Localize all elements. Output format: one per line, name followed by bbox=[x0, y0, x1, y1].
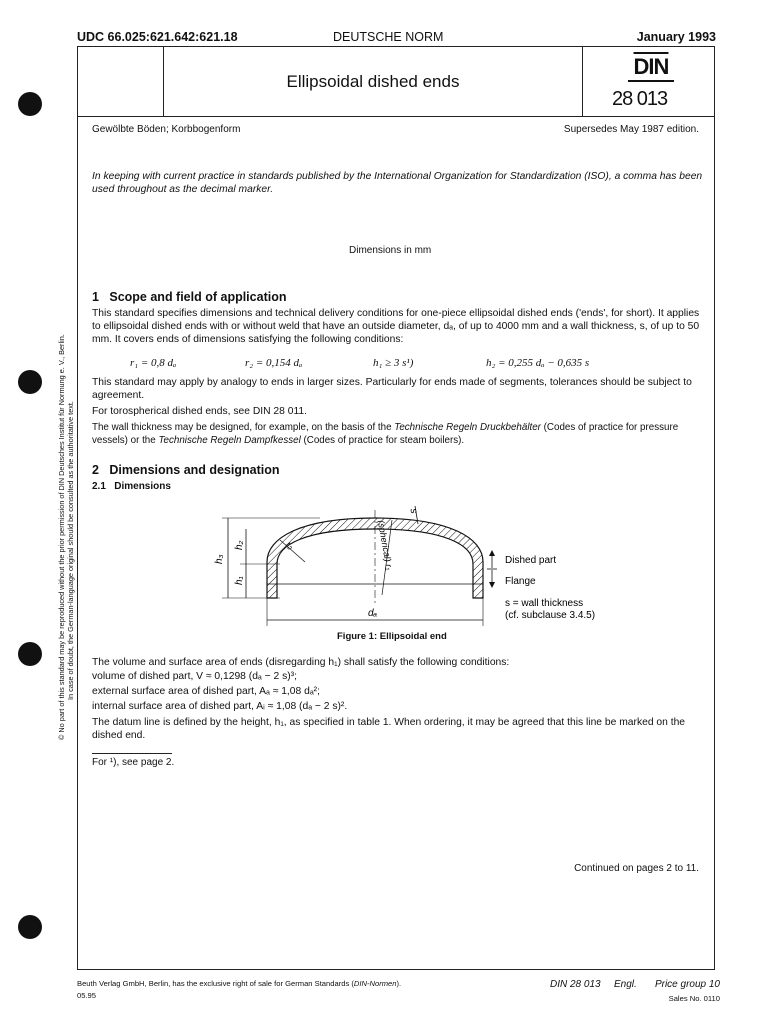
p4-part-b: Technische Regeln Druckbehälter bbox=[394, 422, 541, 433]
footer-sales-number: Sales No. 0110 bbox=[668, 994, 720, 1003]
label-r1: (spherical) r₁ bbox=[375, 519, 395, 571]
section-1-paragraph-3: For torospherical dished ends, see DIN 28 011. bbox=[92, 406, 308, 417]
section-1-paragraph-2: This standard may apply by analogy to ends in larger sizes. Particularly for ends made of segments, tolerances should be subject to agreement. bbox=[92, 377, 692, 401]
title-box-bottom bbox=[77, 116, 715, 117]
label-da: dₐ bbox=[368, 608, 378, 619]
condition-h1: h₁ ≥ 3 s¹) bbox=[373, 357, 414, 369]
datum-paragraph: The datum line is defined by the height, h₁, as specified in table 1. When ordering, it may be agreed that this line be marked on the dished end. bbox=[92, 717, 686, 741]
label-h1: h₁ bbox=[234, 576, 245, 585]
footnote-text: For ¹), see page 2. bbox=[92, 757, 175, 768]
issue-date: January 1993 bbox=[636, 30, 716, 44]
publisher-a: Beuth Verlag GmbH, Berlin, has the exclusive right of sale for German Standards ( bbox=[77, 979, 354, 988]
label-wall-subclause: (cf. subclause 3.4.5) bbox=[505, 610, 596, 621]
condition-r1: r₁ = 0,8 dₐ bbox=[130, 357, 177, 369]
internal-area-line: internal surface area of dished part, Aᵢ ≈ 1,08 (dₐ − 2 s)². bbox=[92, 701, 348, 712]
label-dished-part: Dished part bbox=[505, 555, 557, 566]
arrowhead-dished bbox=[489, 550, 495, 556]
publisher-b: DIN-Normen bbox=[353, 979, 397, 988]
supersedes-note: Supersedes May 1987 edition. bbox=[563, 124, 699, 135]
label-h2: h₂ bbox=[234, 540, 245, 550]
arrowhead-flange bbox=[489, 582, 495, 588]
p4-part-d: Technische Regeln Dampfkessel bbox=[158, 435, 301, 446]
label-s: s bbox=[407, 507, 420, 515]
footnote-rule bbox=[92, 753, 172, 754]
condition-h2: h₂ = 0,255 dₐ − 0,635 s bbox=[486, 357, 590, 369]
p4-part-e: (Codes of practice for steam boilers). bbox=[300, 435, 465, 446]
copyright-line-2: In case of doubt, the German-language original should be consulted as the authoritative text. bbox=[65, 401, 75, 700]
udc-number: UDC 66.025:621.642:621.18 bbox=[77, 30, 238, 44]
label-flange: Flange bbox=[505, 576, 536, 587]
section-1-paragraph-1: This standard specifies dimensions and technical delivery conditions for one-piece ellipsoidal dished ends ('ends', for short). It applies to ellipsoidal dished ends with or without weld that have an outside diameter, dₐ, of up to 4000 mm and a wall thickness, s, of up to 50 mm. It covers ends of dimensions satisfying the following conditions: bbox=[92, 308, 700, 345]
german-title: Gewölbte Böden; Korbbogenform bbox=[92, 124, 241, 135]
punch-hole-2 bbox=[18, 370, 42, 394]
copyright-line-1: © No part of this standard may be reproduced without the prior permission of DIN Deutsches Institut für Normung e. V., Berlin. bbox=[57, 334, 66, 740]
section-1-paragraph-4 bbox=[92, 421, 704, 447]
volume-intro: The volume and surface area of ends (disregarding h₁) shall satisfy the following conditions: bbox=[92, 657, 510, 668]
figure-caption: Figure 1: Ellipsoidal end bbox=[337, 631, 447, 642]
publisher-note bbox=[77, 979, 401, 988]
punch-hole-3 bbox=[18, 642, 42, 666]
punch-hole-1 bbox=[18, 92, 42, 116]
edition-code: 05.95 bbox=[77, 991, 97, 1000]
label-wall-thickness: s = wall thickness bbox=[505, 598, 584, 609]
external-area-line: external surface area of dished part, Aₐ ≈ 1,08 dₐ²; bbox=[92, 686, 320, 697]
condition-r2: r₂ = 0,154 dₐ bbox=[245, 357, 303, 369]
p4-part-a: The wall thickness may be designed, for example, on the basis of the bbox=[92, 422, 395, 433]
din-number: 28 013 bbox=[612, 88, 668, 110]
din-logo bbox=[628, 54, 674, 82]
title-box-divider-right bbox=[582, 46, 583, 116]
volume-line: volume of dished part, V ≈ 0,1298 (dₐ − 2 s)³; bbox=[92, 671, 297, 682]
dimensions-note: Dimensions in mm bbox=[349, 245, 432, 256]
label-h3: h₃ bbox=[214, 554, 225, 564]
section-1-heading: 1 Scope and field of application bbox=[92, 290, 287, 304]
decimal-note: In keeping with current practice in standards published by the International Organization for Standardization (ISO), a comma has been used throughout as the decimal marker. bbox=[92, 171, 703, 195]
p4-part-c: (Codes of practice for pressure vessels) or the bbox=[92, 422, 679, 446]
label-r2: r₂ bbox=[284, 539, 296, 551]
section-2-heading: 2 Dimensions and designation bbox=[92, 463, 280, 477]
deutsche-norm: DEUTSCHE NORM bbox=[333, 30, 444, 44]
figure-ellipsoidal-end bbox=[190, 500, 650, 650]
continued-note: Continued on pages 2 to 11. bbox=[574, 863, 699, 874]
footer-language: Engl. bbox=[614, 979, 637, 990]
footer-din-ref: DIN 28 013 bbox=[550, 979, 601, 990]
footer-price-group: Price group 10 bbox=[654, 979, 720, 990]
subsection-2-1-heading: 2.1 Dimensions bbox=[92, 481, 171, 492]
punch-hole-4 bbox=[18, 915, 42, 939]
page-title: Ellipsoidal dished ends bbox=[286, 72, 460, 91]
din-logo-text: $\overline{DIN}$ bbox=[633, 54, 669, 79]
publisher-c: ). bbox=[396, 979, 402, 988]
